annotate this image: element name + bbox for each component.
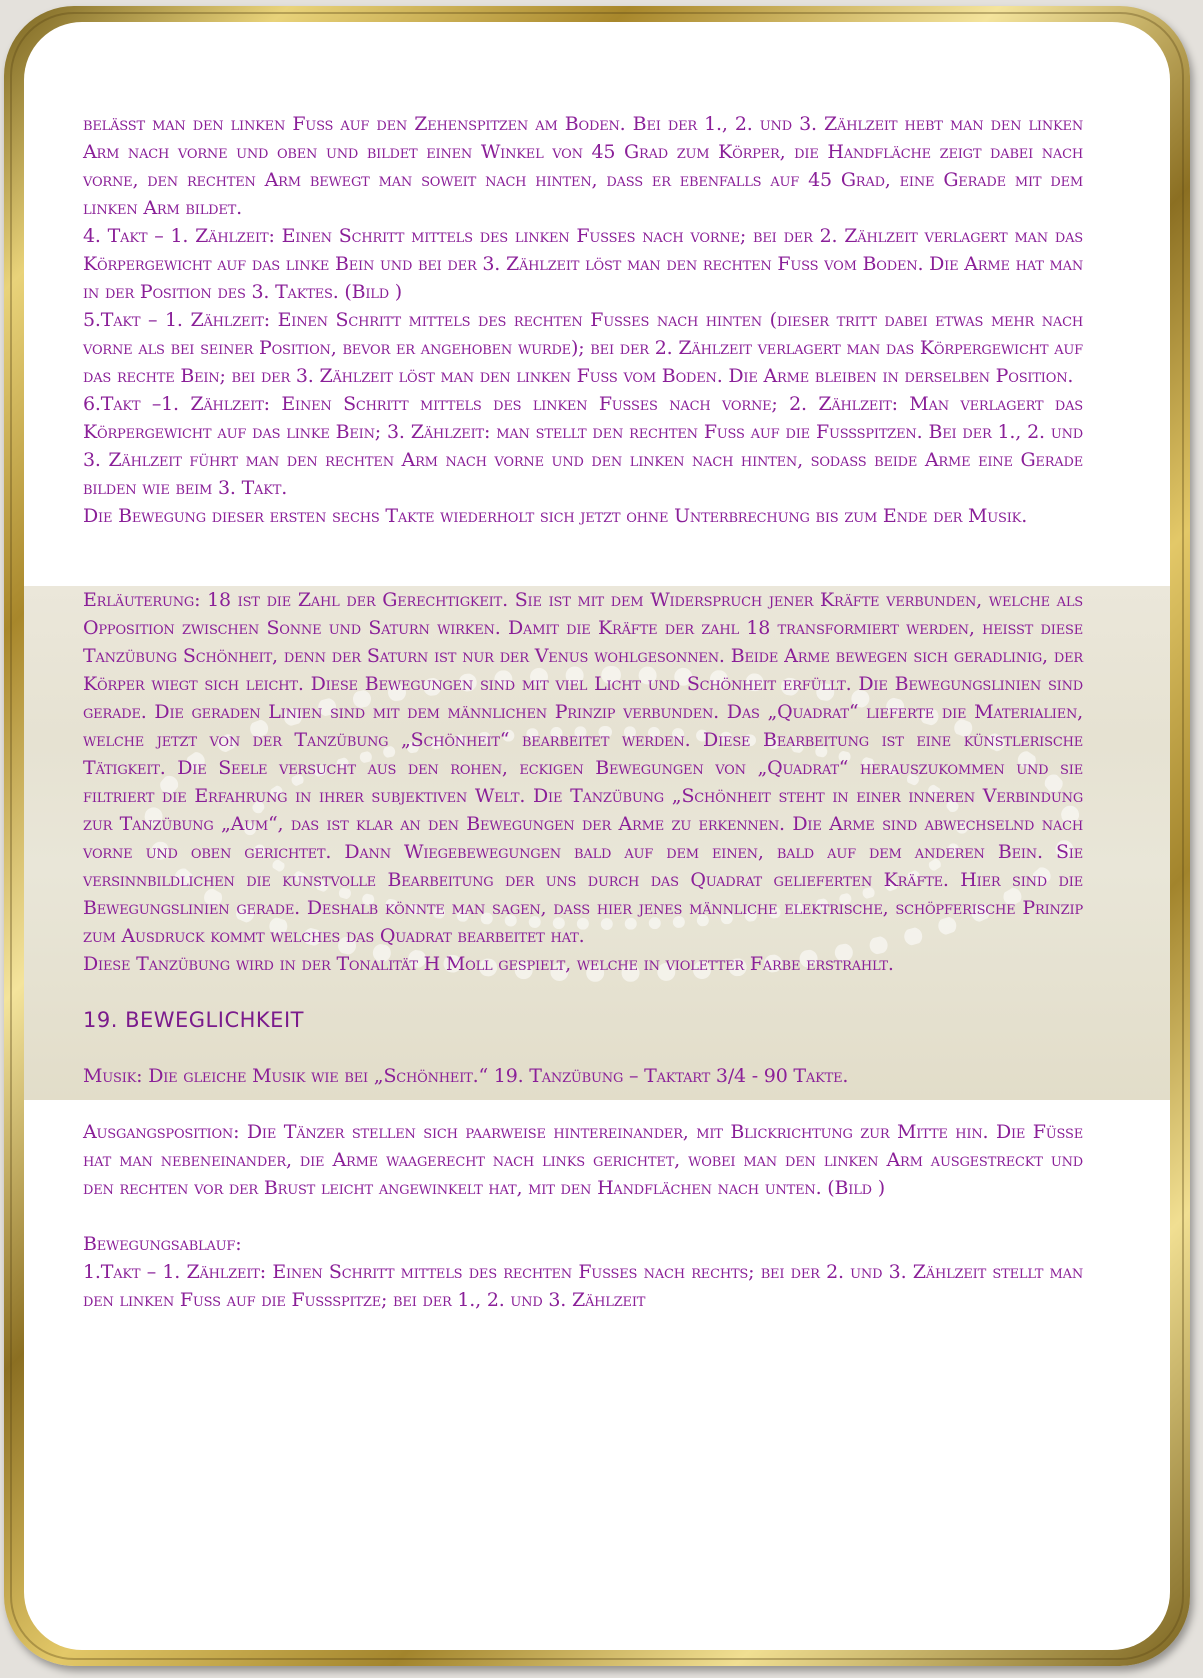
paragraph-arm-position: belässt man den linken Fuss auf den Zehenspitzen am Boden. Bei der 1., 2. und 3. Zählzeit hebt man den linken Arm nach vorne und oben und bildet einen Winkel von 45 Grad zum Körper, die Handfläche zeigt dabei nach vorne, den rechten Arm bewegt man soweit nach hinten, dass er ebenfalls auf 45 Grad, eine Gerade mit dem linken Arm bildet.	[83, 113, 1083, 219]
bewegungsablauf-label: Bewegungsablauf:	[83, 1233, 242, 1255]
paragraph-takt-6: 6.Takt –1. Zählzeit: Einen Schritt mittels des linken Fusses nach vorne; 2. Zählzeit: Man verlagert das Körpergewicht auf das linke Bein; 3. Zählzeit: man stellt den rechten Fuss auf die Fussspitzen. Bei der 1., 2. und 3. Zählzeit führt man den rechten Arm nach vorne und den linken nach hinten, sodass beide Arme eine Gerade bilden wie beim 3. Takt.	[83, 393, 1084, 499]
document-text	[83, 110, 1083, 1314]
spacer	[83, 1090, 1083, 1118]
spacer	[83, 530, 1083, 558]
paragraph-takt-5: 5.Takt – 1. Zählzeit: Einen Schritt mittels des rechten Fusses nach hinten (dieser tritt dabei etwas mehr nach vorne als bei seiner Position, bevor er angehoben wurde); bei der 2. Zählzeit verlagert man das Körpergewicht auf das rechte Bein; bei der 3. Zählzeit löst man den linken Fuss vom Boden. Die Arme bleiben in derselben Position.	[83, 309, 1083, 387]
spacer	[83, 558, 1083, 586]
paragraph-takt-1: 1.Takt – 1. Zählzeit: Einen Schritt mittels des rechten Fusses nach rechts; bei der 2. und 3. Zählzeit stellt man den linken Fuss auf die Fussspitze; bei der 1., 2. und 3. Zählzeit	[83, 1261, 1083, 1311]
paragraph-musik: Musik: Die gleiche Musik wie bei „Schönheit.“ 19. Tanzübung – Taktart 3/4 - 90 Takte.	[83, 1065, 849, 1087]
spacer	[83, 1034, 1083, 1062]
paragraph-tonalitaet: Diese Tanzübung wird in der Tonalität H Moll gespielt, welche in violetter Farbe erstrahlt.	[83, 953, 894, 975]
spacer	[83, 1202, 1083, 1230]
spacer	[83, 978, 1083, 1006]
section-heading: 19. BEWEGLICHKEIT	[83, 1008, 304, 1032]
paragraph-ausgangsposition: Ausgangsposition: Die Tänzer stellen sich paarweise hintereinander, mit Blickrichtung zur Mitte hin. Die Füsse hat man nebeneinander, die Arme waagerecht nach links gerichtet, wobei man den linken Arm ausgestreckt und den rechten vor der Brust leicht angewinkelt hat, mit den Handflächen nach unten. (Bild )	[83, 1121, 1083, 1199]
paragraph-erlaeuterung: Erläuterung: 18 ist die Zahl der Gerechtigkeit. Sie ist mit dem Widerspruch jener Kräfte verbunden, welche als Opposition zwischen Sonne und Saturn wirken. Damit die Kräfte der zahl 18 transformiert werden, heisst diese Tanzübung Schönheit, denn der Saturn ist nur der Venus wohlgesonnen. Beide Arme bewegen sich geradlinig, der Körper wiegt sich leicht. Diese Bewegungen sind mit viel Licht und Schönheit erfüllt. Die Bewegungslinien sind gerade. Die geraden Linien sind mit dem männlichen Prinzip verbunden. Das „Quadrat“ lieferte die Materialien, welche jetzt von der Tanzübung „Schönheit“ bearbeitet werden. Diese Bearbeitung ist eine künstlerische Tätigkeit. Die Seele versucht aus den rohen, eckigen Bewegungen von „Quadrat“ herauszukommen und sie filtriert die Erfahrung in ihrer subjektiven Welt. Die Tanzübung „Schönheit steht in einer inneren Verbindung zur Tanzübung „Aum“, das ist klar an den Bewegungen der Arme zu erkennen. Die Arme sind abwechselnd nach vorne und oben gerichtet. Dann Wiegebewegungen bald auf dem einen, bald auf dem anderen Bein. Sie versinnbildlichen die kunstvolle Bearbeitung der uns durch das Quadrat gelieferten Kräfte. Hier sind die Bewegungslinien gerade. Deshalb könnte man sagen, dass hier jenes männliche elektrische, schöpferische Prinzip zum Ausdruck kommt welches das Quadrat bearbeitet hat.	[83, 589, 1083, 947]
paragraph-repeat: Die Bewegung dieser ersten sechs Takte wiederholt sich jetzt ohne Unterbrechung bis zum Ende der Musik.	[83, 505, 1028, 527]
paragraph-takt-4: 4. Takt – 1. Zählzeit: Einen Schritt mittels des linken Fusses nach vorne; bei der 2. Zählzeit verlagert man das Körpergewicht auf das linke Bein und bei der 3. Zählzeit löst man den rechten Fuss vom Boden. Die Arme hat man in der Position des 3. Taktes. (Bild )	[83, 225, 1083, 303]
